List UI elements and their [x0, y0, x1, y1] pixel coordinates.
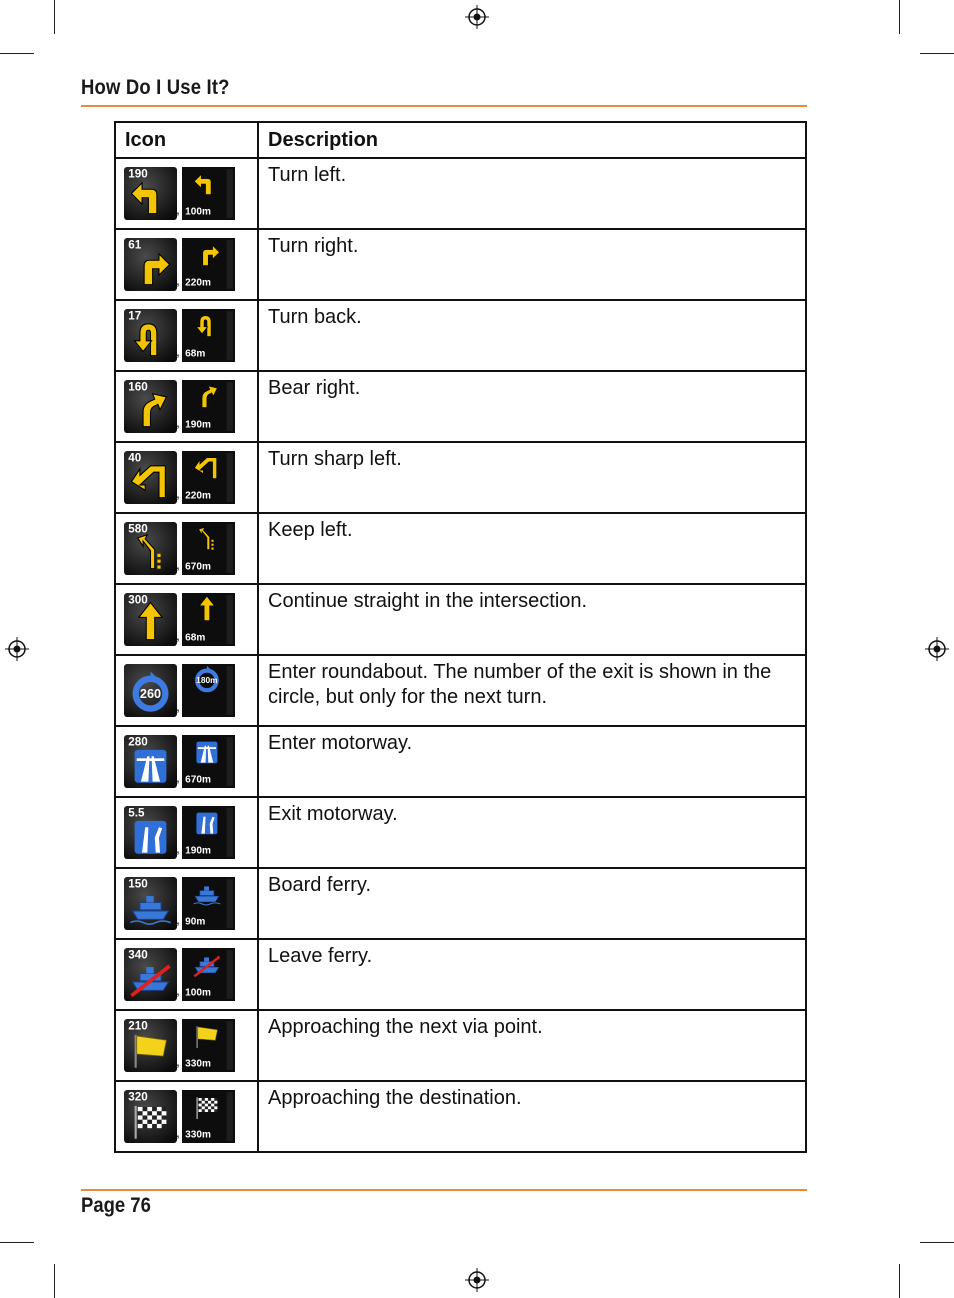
roundabout-small-icon	[182, 664, 235, 717]
separator: ,	[176, 840, 180, 856]
via-point-flag-small-icon	[182, 1019, 235, 1072]
small-distance-label: 330m	[185, 1058, 211, 1070]
description-cell: Approaching the next via point.	[258, 1010, 806, 1081]
table-row	[115, 1081, 806, 1152]
table-row	[115, 797, 806, 868]
icon-cell	[115, 229, 258, 300]
description-cell: Enter roundabout. The number of the exit is shown in the circle, but only for the next turn.	[258, 655, 806, 726]
small-distance-label: 670m	[185, 561, 211, 573]
motorway-enter-small-icon	[182, 735, 235, 788]
separator: ,	[176, 769, 180, 785]
icon-cell	[115, 1010, 258, 1081]
column-header-description: Description	[258, 122, 806, 158]
small-distance-label: 90m	[185, 916, 206, 928]
description-cell: Board ferry.	[258, 868, 806, 939]
crop-mark	[54, 1264, 55, 1298]
crop-mark	[899, 0, 900, 34]
turn-left-large-icon	[124, 167, 177, 220]
separator: ,	[176, 414, 180, 430]
u-turn-small-icon	[182, 309, 235, 362]
turn-distance-label: 340	[128, 948, 148, 962]
icon-cell	[115, 158, 258, 229]
small-distance-label: 220m	[185, 490, 211, 502]
via-point-flag-large-icon	[124, 1019, 177, 1072]
separator: ,	[176, 1124, 180, 1140]
turn-distance-label: 17	[128, 309, 142, 323]
separator: ,	[176, 1053, 180, 1069]
registration-mark-icon	[5, 637, 29, 661]
table-row	[115, 655, 806, 726]
icon-cell	[115, 300, 258, 371]
crop-mark	[899, 1264, 900, 1298]
turn-distance-label: 190	[128, 167, 148, 181]
description-cell: Enter motorway.	[258, 726, 806, 797]
page-number: Page 76	[81, 1194, 151, 1217]
crop-mark	[54, 0, 55, 34]
small-distance-label: 220m	[185, 277, 211, 289]
separator: ,	[176, 201, 180, 217]
turn-right-large-icon	[124, 238, 177, 291]
icon-cell	[115, 513, 258, 584]
registration-mark-icon	[465, 5, 489, 29]
turn-right-small-icon	[182, 238, 235, 291]
svg-text:180m: 180m	[196, 675, 218, 686]
icon-cell	[115, 371, 258, 442]
roundabout-large-icon	[124, 664, 177, 717]
turn-distance-label: 280	[128, 735, 148, 749]
description-cell: Keep left.	[258, 513, 806, 584]
table-row	[115, 229, 806, 300]
small-distance-label: 100m	[185, 987, 211, 999]
table-row	[115, 158, 806, 229]
table-row	[115, 442, 806, 513]
table-row	[115, 868, 806, 939]
sharp-left-large-icon	[124, 451, 177, 504]
ferry-leave-small-icon	[182, 948, 235, 1001]
bear-right-small-icon	[182, 380, 235, 433]
table-row	[115, 726, 806, 797]
u-turn-large-icon	[124, 309, 177, 362]
icon-cell	[115, 726, 258, 797]
description-cell: Turn sharp left.	[258, 442, 806, 513]
sharp-left-small-icon	[182, 451, 235, 504]
small-distance-label: 68m	[185, 348, 206, 360]
table-row	[115, 939, 806, 1010]
icon-cell	[115, 1081, 258, 1152]
separator: ,	[176, 911, 180, 927]
small-distance-label: 190m	[185, 419, 211, 431]
turn-distance-label: 5.5	[128, 806, 145, 820]
icon-cell	[115, 797, 258, 868]
motorway-exit-large-icon	[124, 806, 177, 859]
ferry-leave-large-icon	[124, 948, 177, 1001]
description-cell: Turn back.	[258, 300, 806, 371]
turn-distance-label: 40	[128, 451, 142, 465]
separator: ,	[176, 485, 180, 501]
crop-mark	[0, 53, 34, 54]
page-header-title: How Do I Use It?	[81, 76, 230, 99]
icon-description-table	[114, 121, 807, 1153]
turn-distance-label: 160	[128, 380, 148, 394]
description-cell: Leave ferry.	[258, 939, 806, 1010]
svg-text:260: 260	[139, 685, 162, 701]
keep-left-large-icon	[124, 522, 177, 575]
table-row	[115, 300, 806, 371]
turn-distance-label: 150	[128, 877, 148, 891]
table-row	[115, 1010, 806, 1081]
crop-mark	[920, 53, 954, 54]
turn-distance-label: 320	[128, 1090, 148, 1104]
description-cell: Approaching the destination.	[258, 1081, 806, 1152]
straight-large-icon	[124, 593, 177, 646]
ferry-board-large-icon	[124, 877, 177, 930]
registration-mark-icon	[465, 1268, 489, 1292]
motorway-enter-large-icon	[124, 735, 177, 788]
separator: ,	[176, 343, 180, 359]
small-distance-label: 670m	[185, 774, 211, 786]
description-cell: Continue straight in the intersection.	[258, 584, 806, 655]
footer-rule	[81, 1189, 807, 1191]
description-cell: Exit motorway.	[258, 797, 806, 868]
turn-left-small-icon	[182, 167, 235, 220]
icon-cell	[115, 939, 258, 1010]
header-rule	[81, 105, 807, 107]
table-row	[115, 371, 806, 442]
bear-right-large-icon	[124, 380, 177, 433]
icon-cell	[115, 442, 258, 513]
crop-mark	[0, 1242, 34, 1243]
description-cell: Turn left.	[258, 158, 806, 229]
icon-cell	[115, 584, 258, 655]
icon-cell	[115, 655, 258, 726]
straight-small-icon	[182, 593, 235, 646]
description-cell: Bear right.	[258, 371, 806, 442]
icon-cell	[115, 868, 258, 939]
separator: ,	[176, 556, 180, 572]
turn-distance-label: 580	[128, 522, 148, 536]
turn-distance-label: 210	[128, 1019, 148, 1033]
turn-distance-label: 61	[128, 238, 142, 252]
table-row	[115, 513, 806, 584]
separator: ,	[176, 272, 180, 288]
checkered-flag-large-icon	[124, 1090, 177, 1143]
registration-mark-icon	[925, 637, 949, 661]
motorway-exit-small-icon	[182, 806, 235, 859]
keep-left-small-icon	[182, 522, 235, 575]
small-distance-label: 68m	[185, 632, 206, 644]
small-distance-label: 330m	[185, 1129, 211, 1141]
crop-mark	[920, 1242, 954, 1243]
small-distance-label: 190m	[185, 845, 211, 857]
small-distance-label: 100m	[185, 206, 211, 218]
separator: ,	[176, 627, 180, 643]
table-header-row	[115, 122, 806, 158]
ferry-board-small-icon	[182, 877, 235, 930]
column-header-icon: Icon	[115, 122, 258, 158]
description-cell: Turn right.	[258, 229, 806, 300]
turn-distance-label: 300	[128, 593, 148, 607]
checkered-flag-small-icon	[182, 1090, 235, 1143]
separator: ,	[176, 698, 180, 714]
separator: ,	[176, 982, 180, 998]
table-row	[115, 584, 806, 655]
